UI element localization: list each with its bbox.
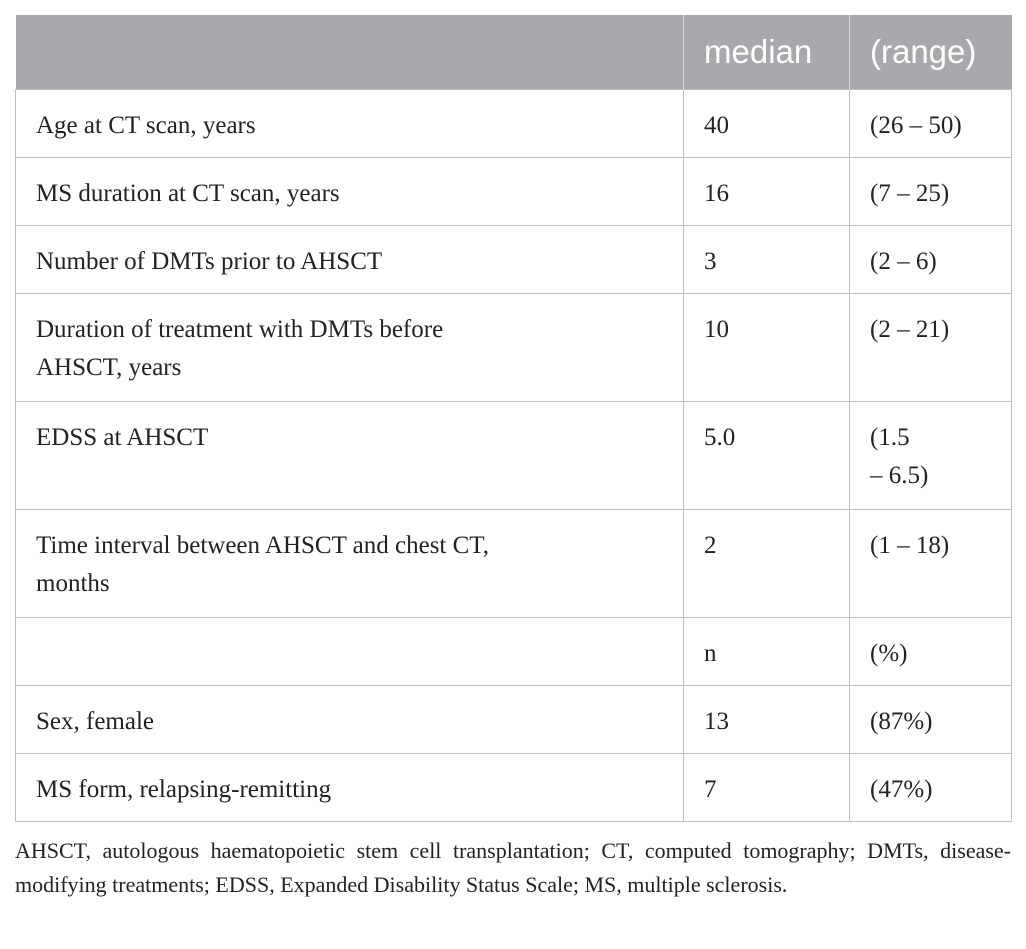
row-value: 5.0 (684, 401, 850, 509)
row-label: Age at CT scan, years (16, 89, 684, 157)
row-range: (%) (850, 617, 1012, 685)
table-row (16, 89, 1012, 157)
row-value: 10 (684, 293, 850, 401)
row-label (16, 617, 684, 685)
characteristics-table (15, 15, 1012, 822)
row-label: EDSS at AHSCT (16, 401, 684, 509)
row-range: (1 – 18) (850, 509, 1012, 617)
row-range-line-2: – 6.5) (870, 461, 929, 489)
row-value: 40 (684, 89, 850, 157)
row-value: 16 (684, 157, 850, 225)
row-label: MS duration at CT scan, years (16, 157, 684, 225)
row-range: (7 – 25) (850, 157, 1012, 225)
table-row (16, 753, 1012, 821)
header-median: median (684, 15, 850, 89)
row-range: (47%) (850, 753, 1012, 821)
table-row (16, 293, 1012, 401)
row-label: Number of DMTs prior to AHSCT (16, 225, 684, 293)
row-label: MS form, relapsing-remitting (16, 753, 684, 821)
row-range-line-1: (1.5 (870, 423, 910, 451)
table-row (16, 401, 1012, 509)
row-range: (26 – 50) (850, 89, 1012, 157)
row-value: 13 (684, 685, 850, 753)
table-row (16, 509, 1012, 617)
row-range (850, 401, 1012, 509)
row-value: 7 (684, 753, 850, 821)
row-value: n (684, 617, 850, 685)
row-label: Duration of treatment with DMTs before AHSCT, years (16, 293, 684, 401)
row-range: (2 – 21) (850, 293, 1012, 401)
table-row (16, 225, 1012, 293)
header-label-column (16, 15, 684, 89)
row-range: (2 – 6) (850, 225, 1012, 293)
table-row (16, 617, 1012, 685)
row-value: 3 (684, 225, 850, 293)
table-row (16, 157, 1012, 225)
row-range: (87%) (850, 685, 1012, 753)
table-header-row (16, 15, 1012, 89)
row-label: Sex, female (16, 685, 684, 753)
row-value: 2 (684, 509, 850, 617)
data-table-container (15, 15, 1011, 822)
table-footnote: AHSCT, autologous haematopoietic stem cell transplantation; CT, computed tomography; DMTs, disease-modifying treatments; EDSS, Expanded Disability Status Scale; MS, multiple sclerosis. (15, 838, 1011, 897)
row-label: Time interval between AHSCT and chest CT, months (16, 509, 684, 617)
table-row (16, 685, 1012, 753)
header-range: (range) (850, 15, 1012, 89)
